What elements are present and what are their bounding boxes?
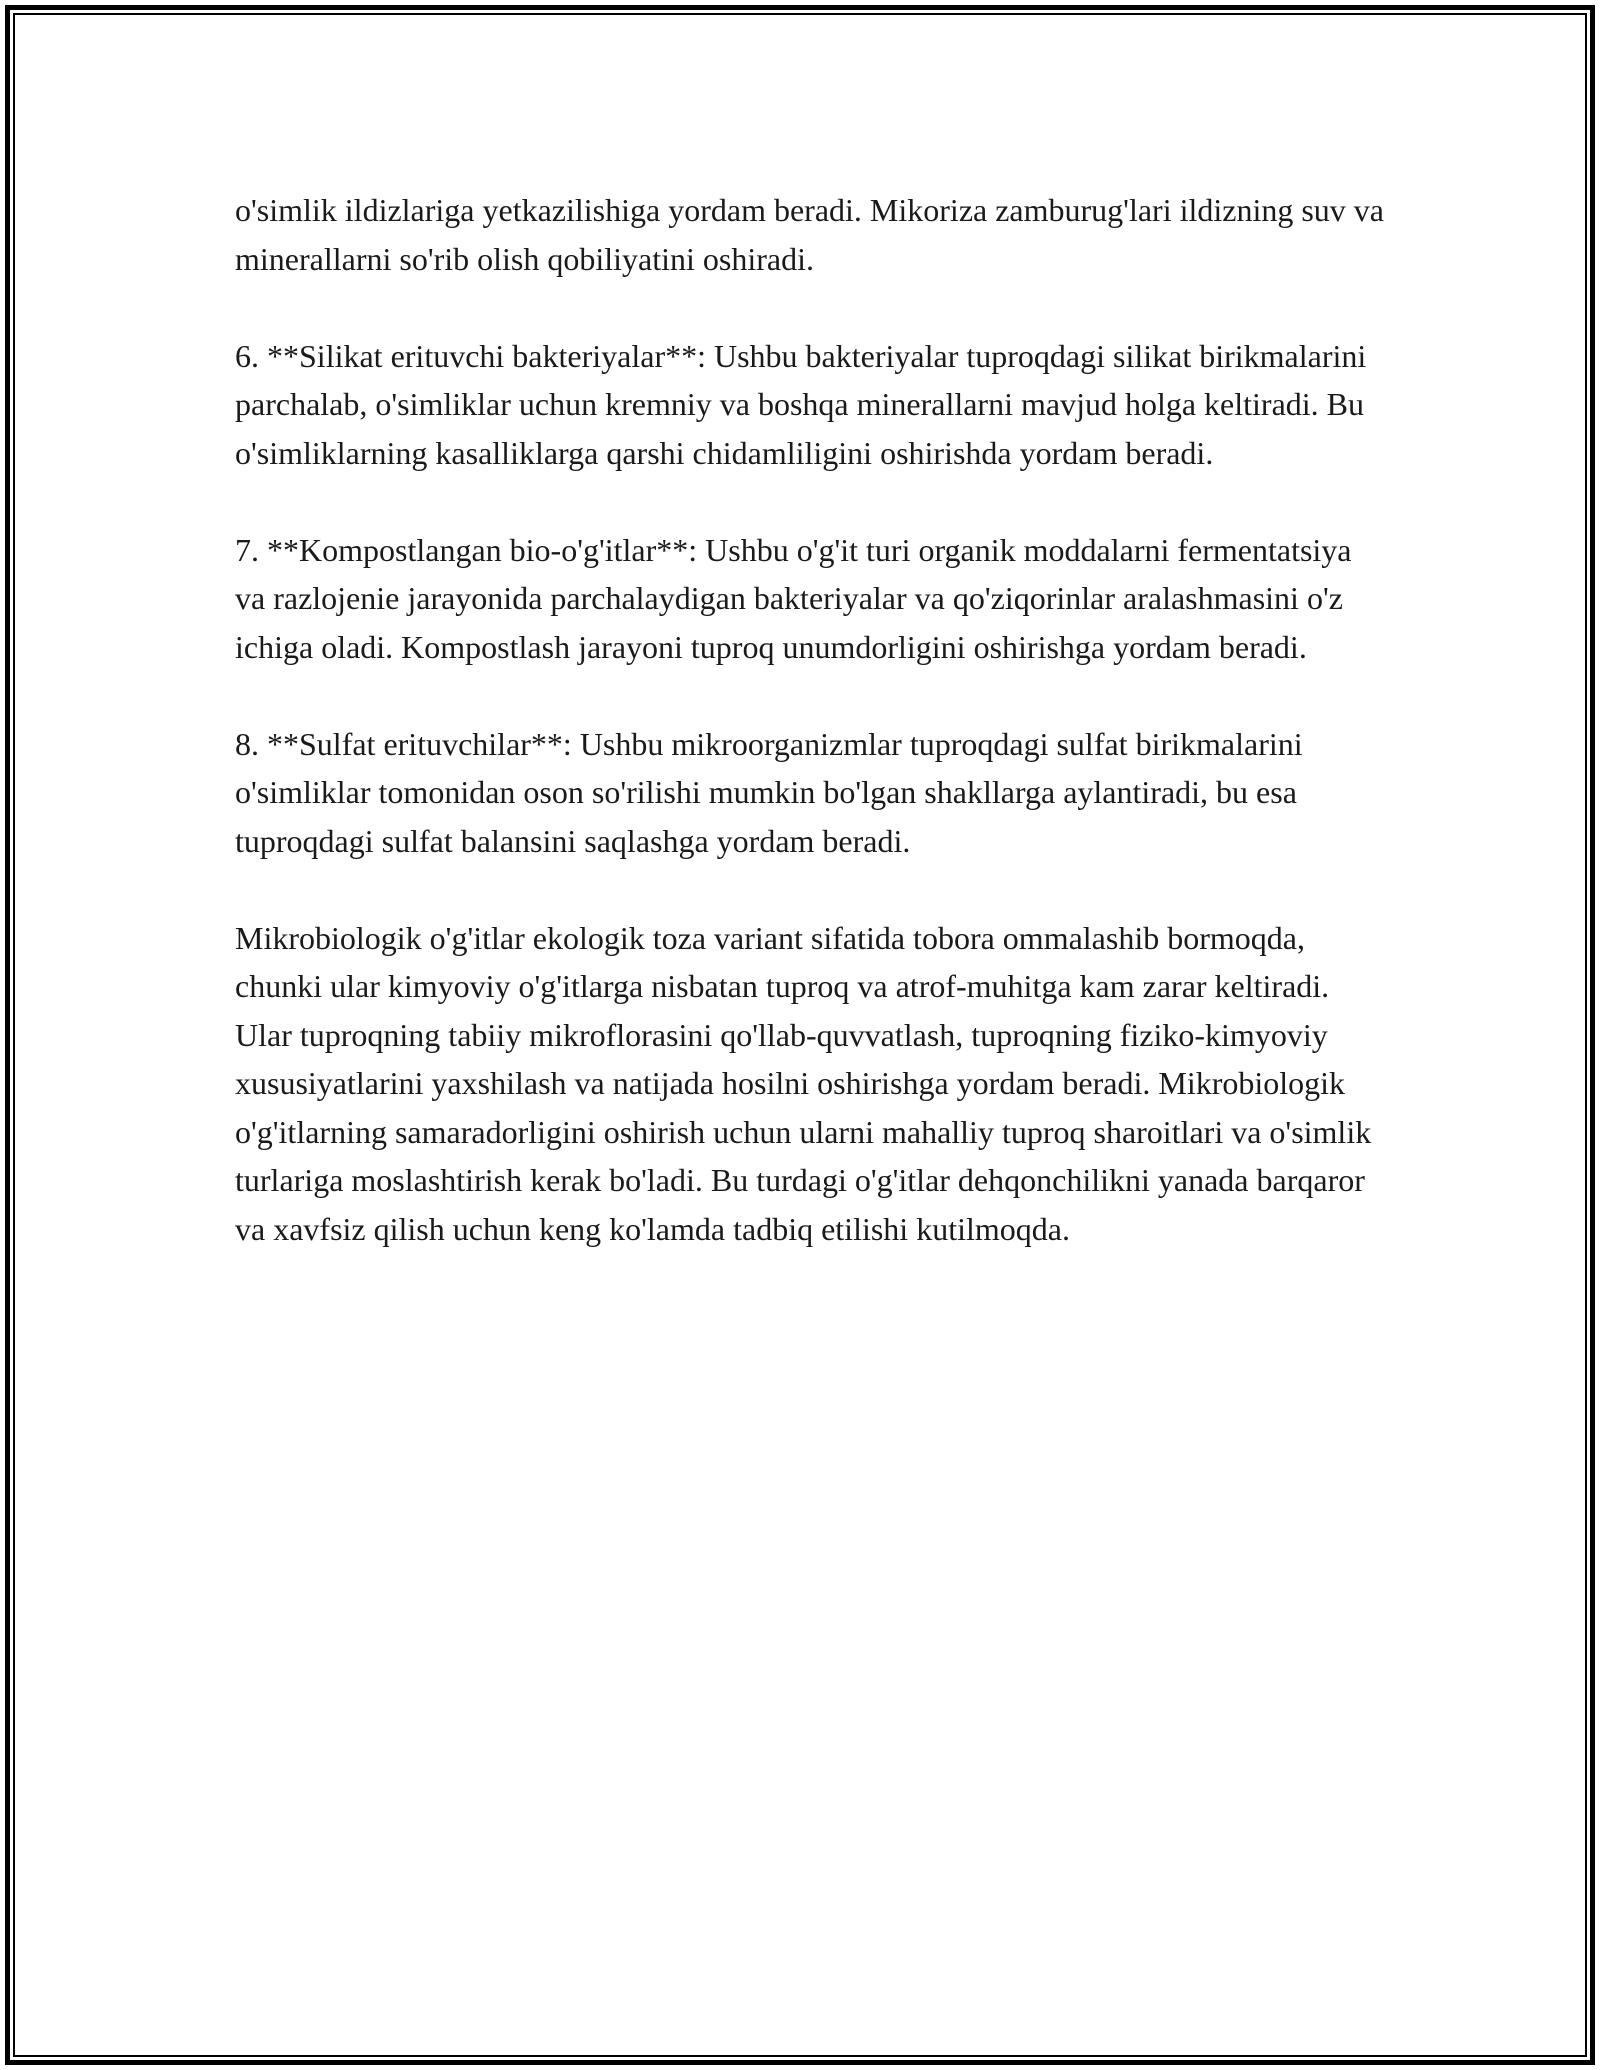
paragraph-sulfat-erituvchilar: 8. **Sulfat erituvchilar**: Ushbu mikroorganizmlar tuproqdagi sulfat birikmalarini o'simliklar tomonidan oson so'rilishi mumkin bo'lgan shakllarga aylantiradi, bu esa tuproqdagi sulfat balansini saqlashga yordam beradi. xyxy=(235,725,1303,859)
document-body xyxy=(235,186,1385,1302)
paragraph-mikoriza-continuation: o'simlik ildizlariga yetkazilishiga yordam beradi. Mikoriza zamburug'lari ildizning suv va minerallarni so'rib olish qobiliyatini oshiradi. xyxy=(235,192,1384,277)
paragraph-silikat-erituvchi: 6. **Silikat erituvchi bakteriyalar**: Ushbu bakteriyalar tuproqdagi silikat birikmalarini parchalab, o'simliklar uchun kremniy va boshqa minerallarni mavjud holga keltiradi. Bu o'simliklarning kasalliklarga qarshi chidamliligini oshirishda yordam beradi. xyxy=(235,337,1367,471)
paragraph-kompostlangan-bio: 7. **Kompostlangan bio-o'g'itlar**: Ushbu o'g'it turi organik moddalarni fermentatsiya va razlojenie jarayonida parchalaydigan bakteriyalar va qo'ziqorinlar aralashmasini o'z ichiga oladi. Kompostlash jarayoni tuproq unumdorligini oshirishga yordam beradi. xyxy=(235,531,1352,665)
paragraph-conclusion: Mikrobiologik o'g'itlar ekologik toza variant sifatida tobora ommalashib bormoqda, chunki ular kimyoviy o'g'itlarga nisbatan tuproq va atrof-muhitga kam zarar keltiradi. Ular tuproqning tabiiy mikroflorasini qo'llab-quvvatlash, tuproqning fiziko-kimyoviy xususiyatlarini yaxshilash va natijada hosilni oshirishga yordam beradi. Mikrobiologik o'g'itlarning samaradorligini oshirish uchun ularni mahalliy tuproq sharoitlari va o'simlik turlariga moslashtirish kerak bo'ladi. Bu turdagi o'g'itlar dehqonchilikni yanada barqaror va xavfsiz qilish uchun keng ko'lamda tadbiq etilishi kutilmoqda. xyxy=(235,919,1372,1247)
